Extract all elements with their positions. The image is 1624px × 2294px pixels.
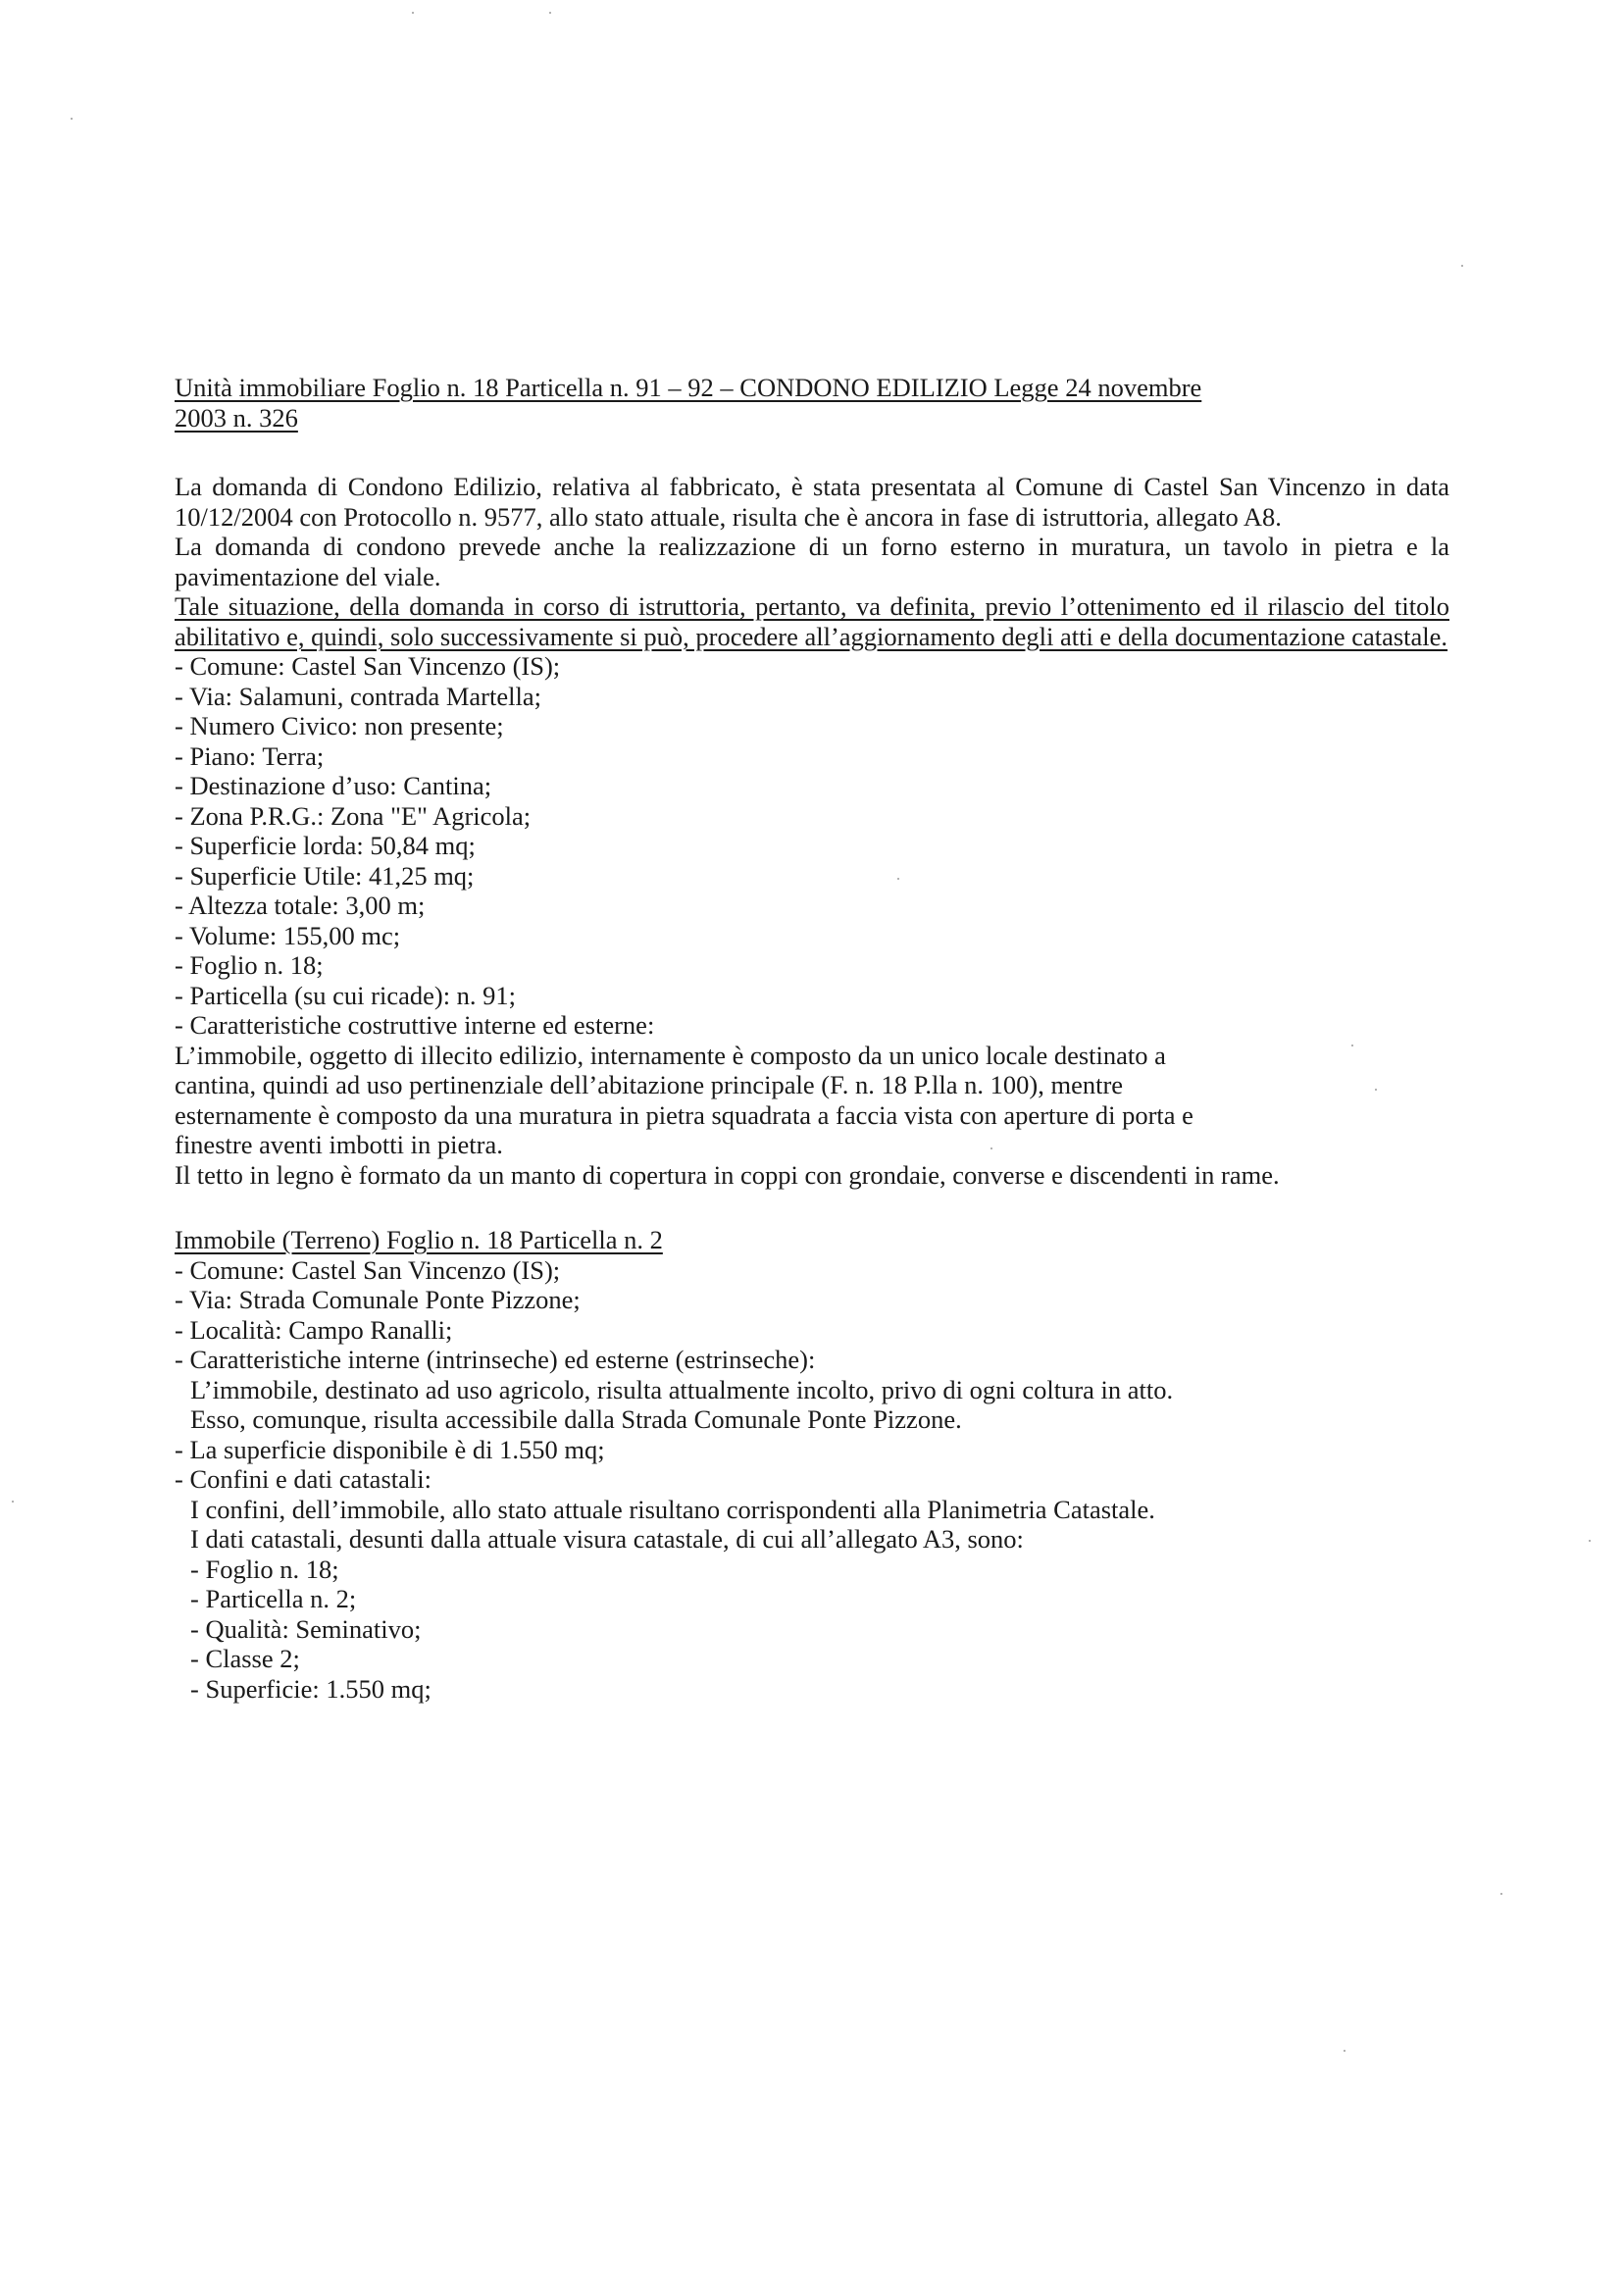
catastale-item: - Classe 2; [190,1644,300,1673]
description-line: esternamente è composto da una muratura in pietra squadrata a faccia vista con aperture di porta e [175,1099,1193,1130]
scan-speck [71,118,73,120]
section1-heading-line1: Unità immobiliare Foglio n. 18 Particella n. 91 – 92 – CONDONO EDILIZIO Legge 24 novembre [175,373,1202,402]
paragraph-condono-domanda: La domanda di Condono Edilizio, relativa al fabbricato, è stata presentata al Comune di Castel San Vincenzo in data 10/12/2004 con Protocollo n. 9577, allo stato attuale, risulta che è ancora in fase di istruttoria, allegato A8. [175,472,1449,532]
list-item: - Comune: Castel San Vincenzo (IS); [175,651,561,681]
catastale-item: - Superficie: 1.550 mq; [190,1673,431,1704]
list-item: - Caratteristiche costruttive interne ed esterne: [175,1010,655,1040]
list-item: - Piano: Terra; [175,740,325,771]
description-line: L’immobile, oggetto di illecito edilizio, internamente è composto da un unico locale destinato a [175,1040,1166,1070]
description-line: finestre aventi imbotti in pietra. [175,1130,503,1159]
list-item: - Confini e dati catastali: [175,1464,431,1494]
characteristics-line: L’immobile, destinato ad uso agricolo, risulta attualmente incolto, privo di ogni coltura in atto. [190,1374,1174,1404]
scan-speck [1351,1045,1353,1046]
paragraph-condono-forno: La domanda di condono prevede anche la realizzazione di un forno esterno in muratura, un tavolo in pietra e la pavimentazione del viale. [175,532,1449,591]
scan-speck [1589,1540,1591,1542]
catastale-item: - Foglio n. 18; [190,1554,339,1584]
list-item: - Superficie Utile: 41,25 mq; [175,860,475,891]
paragraph-tetto: Il tetto in legno è formato da un manto di copertura in coppi con grondaie, converse e discendenti in rame. [175,1159,1280,1190]
list-item: - Via: Strada Comunale Ponte Pizzone; [175,1285,581,1314]
characteristics-line: Esso, comunque, risulta accessibile dalla Strada Comunale Ponte Pizzone. [190,1404,962,1434]
list-item: - Superficie lorda: 50,84 mq; [175,831,476,860]
list-item: - Destinazione d’uso: Cantina; [175,771,492,800]
document-body [175,373,1449,1704]
list-item: - Zona P.R.G.: Zona "E" Agricola; [175,800,532,831]
scan-speck [1461,265,1463,267]
list-item: - Località: Campo Ranalli; [175,1314,453,1345]
section1-list [175,651,1449,1041]
list-item: - Volume: 155,00 mc; [175,920,401,950]
section2-list [175,1255,1449,1705]
confini-line: I confini, dell’immobile, allo stato attuale risultano corrispondenti alla Planimetria Catastale. [190,1494,1155,1524]
list-item: - Altezza totale: 3,00 m; [175,891,426,920]
scan-speck [549,12,551,14]
list-item: - Caratteristiche interne (intrinseche) ed esterne (estrinseche): [175,1345,816,1374]
paragraph-situazione: Tale situazione, della domanda in corso di istruttoria, pertanto, va definita, previo l’ottenimento ed il rilascio del titolo abilitativo e, quindi, solo successivamente si può, procedere all’aggiornamento degli atti e della documentazione catastale. [175,591,1449,651]
scan-speck [897,878,899,880]
scan-speck [990,1147,992,1149]
section1-description [175,1041,1449,1160]
scan-speck [412,12,414,14]
scan-speck [12,1501,14,1503]
catastale-item: - Qualità: Seminativo; [190,1613,422,1644]
confini-line: I dati catastali, desunti dalla attuale visura catastale, di cui all’allegato A3, sono: [190,1524,1024,1554]
catastale-item: - Particella n. 2; [190,1584,357,1613]
description-line: cantina, quindi ad uso pertinenziale dell’abitazione principale (F. n. 18 P.lla n. 100), mentre [175,1070,1124,1099]
scan-speck [1344,2050,1345,2052]
list-item: - Foglio n. 18; [175,950,324,980]
list-item: - Particella (su cui ricade): n. 91; [175,980,517,1010]
list-item: - Via: Salamuni, contrada Martella; [175,681,541,711]
section2-heading: Immobile (Terreno) Foglio n. 18 Particella n. 2 [175,1225,663,1254]
scan-speck [1500,1893,1502,1895]
section1-heading-line2: 2003 n. 326 [175,402,298,433]
list-item: - Numero Civico: non presente; [175,711,504,740]
scan-speck [1375,1089,1377,1091]
list-item: - La superficie disponibile è di 1.550 mq; [175,1434,605,1464]
list-item: - Comune: Castel San Vincenzo (IS); [175,1254,561,1285]
